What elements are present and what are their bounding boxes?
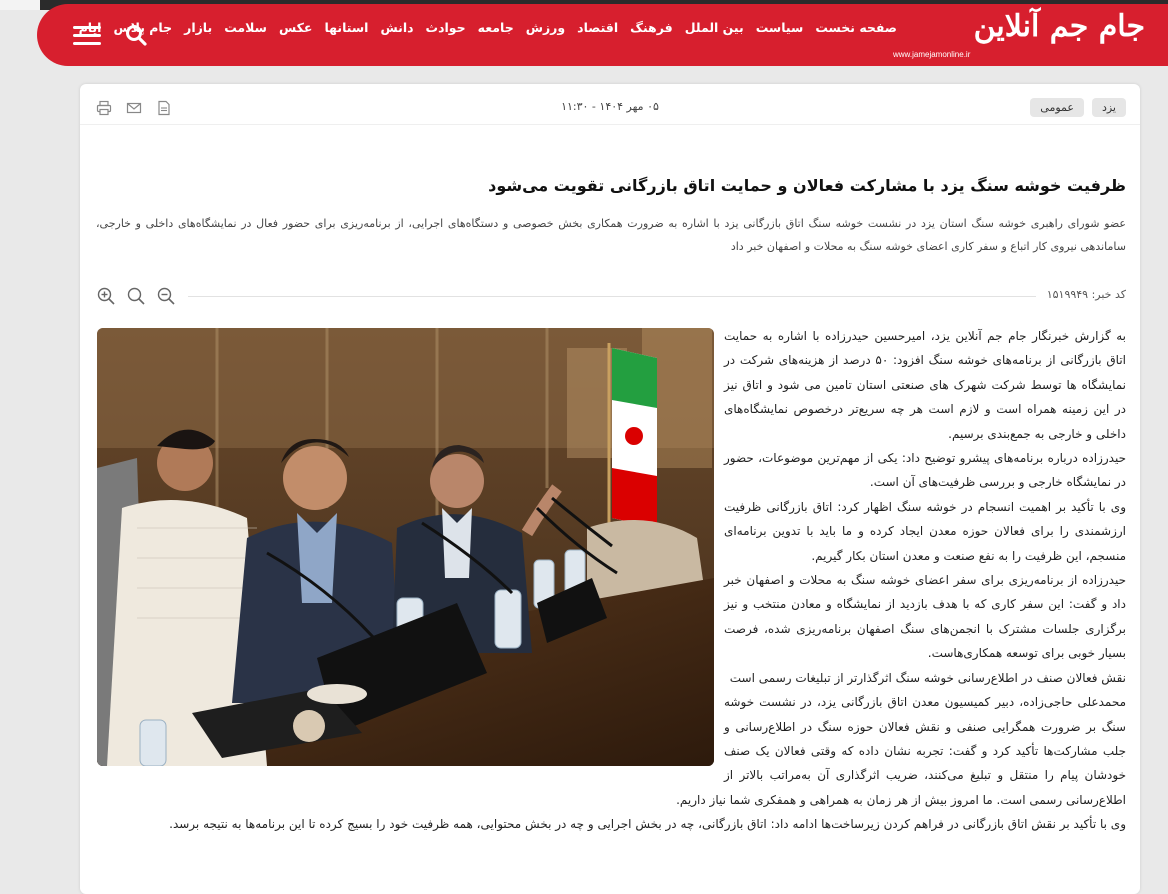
article-card bbox=[80, 84, 1140, 894]
paragraph: به گزارش خبرنگار جام جم آنلاین یزد، امیرحسین حیدرزاده با اشاره به حمایت اتاق بازرگانی از برنامه‌های خوشه سنگ افزود: ۵۰ درصد از هزینه‌های شرکت در نمایشگاه ها توسط شرکت شهرک های صنعتی استان تامین می شود و اتاق نیز در این زمینه همراه است و لازم است هر چه سریع‌تر درخصوص نمایشگاه‌های داخلی و خارجی به جمع‌بندی برسیم. bbox=[724, 329, 1127, 441]
publish-date: ۰۵ مهر ۱۴۰۴ - ۱۱:۳۰ bbox=[561, 100, 659, 113]
zoom-controls bbox=[96, 286, 176, 306]
paragraph: محمدعلی حاجی‌زاده، دبیر کمیسیون معدن اتاق بازرگانی یزد، در نشست خوشه سنگ بر ضرورت همگرایی صنفی و نقش فعالان حوزه سنگ در اطلاع‌رسانی و جلب مشارکت‌ها تأکید کرد و گفت: تجربه نشان داده که وقتی فعالان یک صنف خودشان پیام را منتقل و تبلیغ می‌کنند، ضریب اثرگذاری آن به‌مراتب بالاتر از اطلاع‌رسانی رسمی است. ما امروز بیش از هر زمان به همراهی و همفکری شما نیاز داریم. bbox=[676, 695, 1126, 807]
code-divider bbox=[188, 296, 1036, 297]
print-icon[interactable] bbox=[96, 100, 112, 116]
nav-item[interactable]: بین الملل bbox=[684, 20, 744, 35]
site-header bbox=[37, 4, 1168, 66]
subheading: نقش فعالان صنف در اطلاع‌رسانی خوشه سنگ اثرگذارتر از تبلیغات رسمی است bbox=[729, 670, 1126, 685]
nav-item[interactable]: سلامت bbox=[224, 20, 267, 35]
nav-item[interactable]: اقتصاد bbox=[577, 20, 619, 35]
news-code-bar bbox=[96, 286, 1126, 306]
nav-item[interactable]: عکس bbox=[278, 20, 313, 35]
logo-text: جام جم آنلاین bbox=[973, 9, 1145, 44]
article-photo[interactable] bbox=[97, 328, 714, 766]
nav-item[interactable]: سیاست bbox=[755, 20, 804, 35]
email-icon[interactable] bbox=[126, 100, 142, 116]
paragraph: وی با تأکید بر اهمیت انسجام در خوشه سنگ اظهار کرد: اتاق بازرگانی ظرفیت ارزشمندی را برای فعالان حوزه معدن ایجاد کرده و ما باید با تدوین برنامه‌ای منسجم، این ظرفیت را به نفع صنعت و معدن استان بکار گیریم. bbox=[724, 499, 1126, 563]
tag-category[interactable]: عمومی bbox=[1030, 98, 1084, 117]
zoom-out-icon[interactable] bbox=[96, 286, 116, 306]
main-nav bbox=[79, 20, 897, 35]
paragraph: حیدرزاده از برنامه‌ریزی برای سفر اعضای خوشه سنگ به محلات و اصفهان خبر داد و گفت: این سفر کاری که با هدف بازدید از نمایشگاه و معادن منتخب و نیز برگزاری جلسات مشترک با انجمن‌های سنگ اصفهان برنامه‌ریزی شده، فرصت بسیار خوبی برای توسعه همکاری‌هاست. bbox=[724, 573, 1126, 661]
nav-item[interactable]: صفحه نخست bbox=[815, 20, 897, 35]
news-code: کد خبر: ۱۵۱۹۹۴۹ bbox=[1046, 288, 1126, 301]
top-strip-white bbox=[0, 0, 40, 10]
zoom-in-icon[interactable] bbox=[156, 286, 176, 306]
nav-item[interactable]: استانها bbox=[324, 20, 369, 35]
nav-item[interactable]: جام پلاس bbox=[113, 20, 173, 35]
article-title: ظرفیت خوشه سنگ یزد با مشارکت فعالان و حمایت اتاق بازرگانی تقویت می‌شود bbox=[488, 176, 1126, 195]
save-icon[interactable] bbox=[156, 100, 172, 116]
nav-item[interactable]: ایام bbox=[78, 20, 102, 35]
zoom-reset-icon[interactable] bbox=[126, 286, 146, 306]
site-logo[interactable] bbox=[885, 10, 1145, 62]
nav-item[interactable]: ورزش bbox=[525, 20, 566, 35]
nav-item[interactable]: جامعه bbox=[477, 20, 514, 35]
tag-province[interactable]: یزد bbox=[1092, 98, 1126, 117]
nav-item[interactable]: حوادث bbox=[425, 20, 466, 35]
article-tools bbox=[96, 100, 172, 116]
nav-item[interactable]: بازار bbox=[184, 20, 213, 35]
article-lead: عضو شورای راهبری خوشه سنگ استان یزد در نشست خوشه سنگ اتاق بازرگانی یزد با اشاره به ضرورت همکاری بخش خصوصی و دستگاه‌های اجرایی، از برنامه‌ریزی برای حضور فعال در نمایشگاه‌های داخلی و خارجی، ساماندهی نیروی کار اتباع و سفر کاری اعضای خوشه سنگ به محلات و اصفهان خبر داد bbox=[96, 217, 1126, 253]
nav-item[interactable]: فرهنگ bbox=[630, 20, 673, 35]
paragraph: وی با تأکید بر نقش اتاق بازرگانی در فراهم کردن زیرساخت‌ها ادامه داد: اتاق بازرگانی، چه در بخش اجرایی و چه در بخش محتوایی، همه ظرفیت خود را بسیج کرده تا این برنامه‌ها به نتیجه برسد. bbox=[169, 817, 1126, 832]
meta-divider bbox=[80, 124, 1140, 125]
paragraph: حیدرزاده درباره برنامه‌های پیشرو توضیح داد: یکی از مهم‌ترین موضوعات، حضور در نمایشگاه خارجی و بررسی ظرفیت‌های آن است. bbox=[724, 451, 1126, 490]
logo-url: www.jamejamonline.ir bbox=[893, 50, 971, 59]
nav-item[interactable]: دانش bbox=[380, 20, 414, 35]
